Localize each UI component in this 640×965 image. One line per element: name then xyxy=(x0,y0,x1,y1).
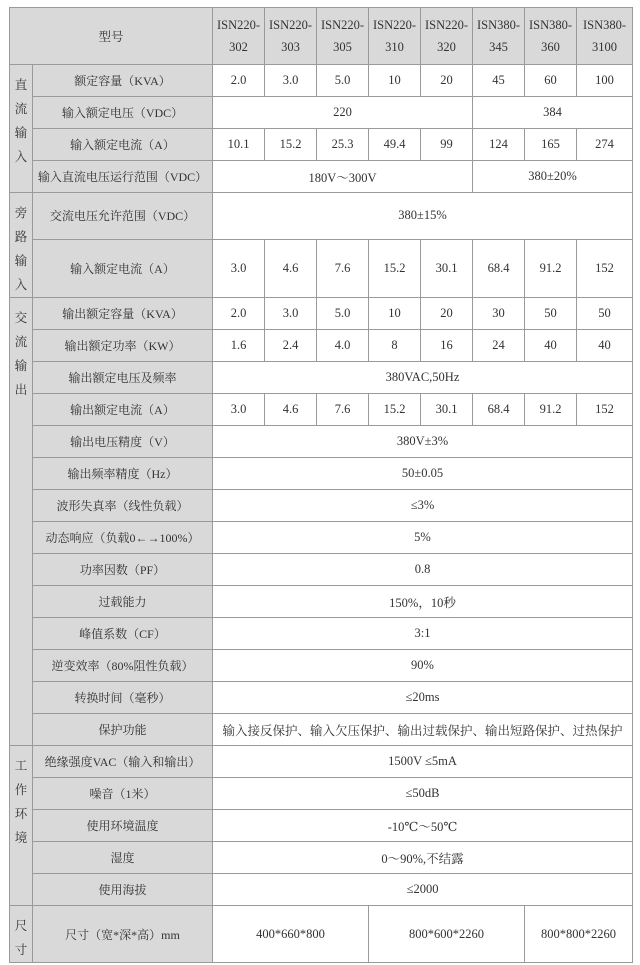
row-label: 输出额定电压及频率 xyxy=(33,362,213,394)
value-cell: 10 xyxy=(369,65,421,97)
row-label: 湿度 xyxy=(33,842,213,874)
row-label: 输出额定功率（KW） xyxy=(33,330,213,362)
value-cell: ≤20ms xyxy=(213,682,633,714)
value-cell: 100 xyxy=(577,65,633,97)
value-cell: 10 xyxy=(369,298,421,330)
model-series: ISN220- xyxy=(216,18,261,32)
group-environment-label xyxy=(10,746,33,906)
spec-row-overload xyxy=(10,586,633,618)
row-label: 输入额定电压（VDC） xyxy=(33,97,213,129)
group-dc-input-label xyxy=(10,65,33,193)
spec-row-insulation xyxy=(10,746,633,778)
value-cell: 50±0.05 xyxy=(213,458,633,490)
value-cell: 7.6 xyxy=(317,239,369,297)
value-cell: 800*600*2260 xyxy=(369,906,525,963)
value-cell: 1.6 xyxy=(213,330,265,362)
value-cell: 50 xyxy=(577,298,633,330)
value-cell: ≤50dB xyxy=(213,778,633,810)
value-cell: -10℃～50℃ xyxy=(213,810,633,842)
value-cell: 5.0 xyxy=(317,298,369,330)
spec-row-inverter-efficiency xyxy=(10,650,633,682)
value-cell: 274 xyxy=(577,129,633,161)
value-cell: 60 xyxy=(525,65,577,97)
value-cell: 150%，10秒 xyxy=(213,586,633,618)
group-label-text: 旁路输入 xyxy=(14,206,28,292)
value-cell: 384 xyxy=(473,97,633,129)
value-cell: 1500V ≤5mA xyxy=(213,746,633,778)
model-code: 360 xyxy=(541,40,560,54)
row-label: 输入额定电流（A） xyxy=(33,129,213,161)
value-cell: 3.0 xyxy=(265,298,317,330)
spec-row-dimensions xyxy=(10,906,633,963)
group-label-text: 尺寸 xyxy=(14,919,28,957)
spec-row-bypass-rated-current xyxy=(10,239,633,297)
group-ac-output-label xyxy=(10,298,33,746)
value-cell: 40 xyxy=(577,330,633,362)
spec-row-ambient-temp xyxy=(10,810,633,842)
value-cell: 380±20% xyxy=(473,161,633,193)
header-model-label: 型号 xyxy=(10,8,213,65)
model-code: 303 xyxy=(281,40,300,54)
value-cell: 2.0 xyxy=(213,65,265,97)
value-cell: 4.0 xyxy=(317,330,369,362)
group-bypass-input-label xyxy=(10,193,33,298)
row-label: 转换时间（毫秒） xyxy=(33,682,213,714)
group-label-text: 直流输入 xyxy=(14,78,28,164)
row-label: 输出频率精度（Hz） xyxy=(33,458,213,490)
value-cell: ≤3% xyxy=(213,490,633,522)
value-cell: 380±15% xyxy=(213,193,633,240)
value-cell: 5.0 xyxy=(317,65,369,97)
group-label-text: 工作环境 xyxy=(14,759,28,845)
value-cell: 15.2 xyxy=(369,239,421,297)
value-cell: 2.4 xyxy=(265,330,317,362)
model-cell xyxy=(369,8,421,65)
spec-row-dynamic-response xyxy=(10,522,633,554)
value-cell: 2.0 xyxy=(213,298,265,330)
model-cell xyxy=(265,8,317,65)
value-cell: 180V～300V xyxy=(213,161,473,193)
spec-row-out-freq-accuracy xyxy=(10,458,633,490)
model-code: 310 xyxy=(385,40,404,54)
value-cell: 0～90%,不结露 xyxy=(213,842,633,874)
model-code: 3100 xyxy=(592,40,618,54)
spec-row-dc-rated-voltage xyxy=(10,97,633,129)
value-cell: 4.6 xyxy=(265,239,317,297)
value-cell: 30 xyxy=(473,298,525,330)
value-cell: 4.6 xyxy=(265,394,317,426)
value-cell: 10.1 xyxy=(213,129,265,161)
row-label: 输入额定电流（A） xyxy=(33,239,213,297)
model-cell xyxy=(577,8,633,65)
spec-row-transfer-time xyxy=(10,682,633,714)
spec-row-out-voltage-freq xyxy=(10,362,633,394)
spec-row-out-voltage-accuracy xyxy=(10,426,633,458)
value-cell: 输入接反保护、输入欠压保护、输出过载保护、输出短路保护、过热保护 xyxy=(213,714,633,746)
value-cell: 68.4 xyxy=(473,239,525,297)
row-label: 过载能力 xyxy=(33,586,213,618)
value-cell: 400*660*800 xyxy=(213,906,369,963)
spec-row-ac-voltage-range xyxy=(10,193,633,240)
value-cell: 3.0 xyxy=(213,394,265,426)
row-label: 额定容量（KVA） xyxy=(33,65,213,97)
model-series: ISN220- xyxy=(372,18,417,32)
row-label: 使用海拔 xyxy=(33,874,213,906)
spec-row-waveform-distortion xyxy=(10,490,633,522)
model-series: ISN380- xyxy=(528,18,573,32)
value-cell: 16 xyxy=(421,330,473,362)
value-cell: ≤2000 xyxy=(213,874,633,906)
value-cell: 24 xyxy=(473,330,525,362)
row-label: 输出额定电流（A） xyxy=(33,394,213,426)
row-label: 逆变效率（80%阻性负载） xyxy=(33,650,213,682)
row-label: 交流电压允许范围（VDC） xyxy=(33,193,213,240)
spec-row-protection xyxy=(10,714,633,746)
spec-row-humidity xyxy=(10,842,633,874)
value-cell: 220 xyxy=(213,97,473,129)
model-cell xyxy=(421,8,473,65)
row-label: 输出电压精度（V） xyxy=(33,426,213,458)
value-cell: 0.8 xyxy=(213,554,633,586)
row-label: 波形失真率（线性负载） xyxy=(33,490,213,522)
spec-row-out-rated-power xyxy=(10,330,633,362)
value-cell: 152 xyxy=(577,394,633,426)
spec-row-crest-factor xyxy=(10,618,633,650)
model-cell xyxy=(317,8,369,65)
spec-row-rated-capacity xyxy=(10,65,633,97)
row-label: 输出额定容量（KVA） xyxy=(33,298,213,330)
value-cell: 20 xyxy=(421,65,473,97)
row-label: 输入直流电压运行范围（VDC） xyxy=(33,161,213,193)
spec-row-power-factor xyxy=(10,554,633,586)
row-label: 动态响应（负载0←→100%） xyxy=(33,522,213,554)
model-cell xyxy=(525,8,577,65)
spec-row-noise xyxy=(10,778,633,810)
row-label: 噪音（1米） xyxy=(33,778,213,810)
row-label: 功率因数（PF） xyxy=(33,554,213,586)
value-cell: 20 xyxy=(421,298,473,330)
spec-table xyxy=(9,7,633,963)
header-row xyxy=(10,8,633,65)
value-cell: 7.6 xyxy=(317,394,369,426)
value-cell: 800*800*2260 xyxy=(525,906,633,963)
value-cell: 68.4 xyxy=(473,394,525,426)
value-cell: 99 xyxy=(421,129,473,161)
model-code: 320 xyxy=(437,40,456,54)
model-code: 305 xyxy=(333,40,352,54)
model-series: ISN220- xyxy=(320,18,365,32)
row-label: 保护功能 xyxy=(33,714,213,746)
model-series: ISN220- xyxy=(268,18,313,32)
spec-row-dc-rated-current xyxy=(10,129,633,161)
spec-row-altitude xyxy=(10,874,633,906)
value-cell: 91.2 xyxy=(525,239,577,297)
value-cell: 3.0 xyxy=(213,239,265,297)
value-cell: 25.3 xyxy=(317,129,369,161)
value-cell: 30.1 xyxy=(421,239,473,297)
model-cell xyxy=(213,8,265,65)
spec-row-out-rated-current xyxy=(10,394,633,426)
value-cell: 380V±3% xyxy=(213,426,633,458)
model-code: 345 xyxy=(489,40,508,54)
value-cell: 45 xyxy=(473,65,525,97)
row-label: 峰值系数（CF） xyxy=(33,618,213,650)
value-cell: 91.2 xyxy=(525,394,577,426)
value-cell: 380VAC,50Hz xyxy=(213,362,633,394)
spec-row-dc-voltage-range xyxy=(10,161,633,193)
value-cell: 165 xyxy=(525,129,577,161)
value-cell: 124 xyxy=(473,129,525,161)
value-cell: 3.0 xyxy=(265,65,317,97)
value-cell: 5% xyxy=(213,522,633,554)
value-cell: 49.4 xyxy=(369,129,421,161)
row-label: 使用环境温度 xyxy=(33,810,213,842)
group-label-text: 交流输出 xyxy=(14,311,28,397)
value-cell: 90% xyxy=(213,650,633,682)
row-label: 尺寸（宽*深*高）mm xyxy=(33,906,213,963)
value-cell: 50 xyxy=(525,298,577,330)
value-cell: 152 xyxy=(577,239,633,297)
spec-table-body xyxy=(10,8,633,963)
value-cell: 15.2 xyxy=(265,129,317,161)
model-cell xyxy=(473,8,525,65)
model-code: 302 xyxy=(229,40,248,54)
value-cell: 8 xyxy=(369,330,421,362)
model-series: ISN380- xyxy=(582,18,627,32)
value-cell: 30.1 xyxy=(421,394,473,426)
group-size-label xyxy=(10,906,33,963)
value-cell: 40 xyxy=(525,330,577,362)
value-cell: 3:1 xyxy=(213,618,633,650)
spec-row-out-rated-capacity xyxy=(10,298,633,330)
model-series: ISN220- xyxy=(424,18,469,32)
value-cell: 15.2 xyxy=(369,394,421,426)
row-label: 绝缘强度VAC（输入和输出） xyxy=(33,746,213,778)
model-series: ISN380- xyxy=(476,18,521,32)
